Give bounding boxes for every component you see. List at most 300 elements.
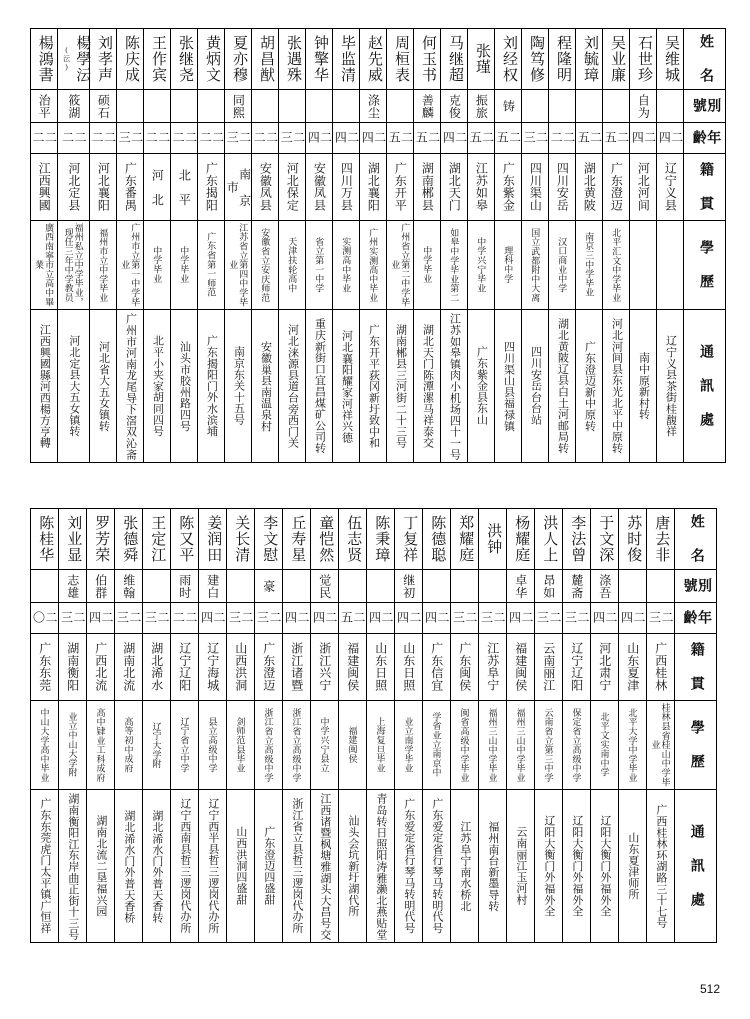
cell-text: 二四 [306,131,333,145]
cell-text: 江苏阜宁 [485,642,500,692]
cell-education [414,221,441,310]
cell-address [423,790,451,943]
cell-text: 省立第一中学 [314,237,325,293]
cell-text: 治平 [37,93,52,119]
cell-text: 二五 [339,611,366,625]
cell-text: 湖北天门 [447,162,462,212]
cell-address [603,310,630,463]
cell-alias [31,570,59,603]
cell-native [522,154,549,221]
cell-text: 河北定县 [66,162,81,212]
cell-name [115,509,143,570]
cell-address [117,310,144,463]
cell-text: 二三 [59,611,86,625]
cell-text: 湖北浠水门外普天香桥 [122,809,135,923]
cell-text: 湖南郴县三河街二十三号 [394,323,407,449]
cell-name [333,29,360,90]
cell-text: 二四 [87,611,114,625]
cell-alias [563,570,591,603]
cell-text: 程隆明 [554,35,571,83]
cell-name [311,509,339,570]
cell-text: 河北定县大五女镇转 [67,335,80,437]
cell-native [387,154,414,221]
cell-education [59,701,87,790]
cell-address [360,310,387,463]
cell-text: 二四 [441,131,468,145]
cell-text: 自为 [636,93,651,119]
cell-age [255,603,283,634]
cell-text: 如皋中学毕业第二 [449,227,460,303]
cell-address [227,790,255,943]
cell-text: 二四 [591,611,618,625]
cell-text: 保定省立高级中学 [571,707,582,783]
cell-text: 广东省第一师范 [206,232,217,298]
cell-text: 剑师范县毕业 [235,717,246,773]
cell-age [549,123,576,154]
cell-education [367,701,395,790]
row-label-text: 學 歷 [688,719,704,771]
cell-text: 山东夏津 [625,642,640,692]
cell-alias [199,570,227,603]
cell-text: 何玉书 [419,35,436,83]
cell-text: 北 平 [177,168,192,206]
cell-text: 刘毓璋 [581,35,598,83]
row-label-text: 籍 貫 [688,641,704,693]
cell-text: 江苏如皋镇肉小机场四十一号 [448,312,461,460]
cell-text: 业立南学毕业 [403,717,414,773]
cell-text: 湖南衡阳江东岸曲正街十三号 [66,792,79,940]
cell-text: 二四 [507,611,534,625]
register-row-address [31,310,726,463]
cell-text: 二四 [619,611,646,625]
cell-text: 中学毕业 [422,246,433,284]
cell-text: 陶笃修 [527,35,544,83]
cell-text: 昂如 [541,573,556,599]
row-label-native [684,154,726,221]
cell-text: 石世珍 [635,35,652,83]
cell-text: 浙江诸暨 [289,642,304,692]
cell-text: 二五 [495,131,522,145]
cell-education [479,701,507,790]
cell-education [199,701,227,790]
cell-education [58,221,90,310]
cell-text: 浙江省立高级中学 [291,707,302,783]
cell-text: 四川万县 [339,162,354,212]
cell-address [311,790,339,943]
cell-alias [225,90,252,123]
cell-education [31,221,58,310]
cell-text: 广东澄迈新中原转 [583,340,596,432]
cell-text: 二四 [283,611,310,625]
cell-text: 李法曾 [569,515,586,563]
cell-alias [367,570,395,603]
cell-alias [603,90,630,123]
cell-text: 辽宁辽阳 [569,642,584,692]
cell-age [535,603,563,634]
cell-native [507,634,535,701]
cell-text: 安徽凤县 [312,162,327,212]
cell-address [252,310,279,463]
cell-address [198,310,225,463]
cell-text: 浙江兴宁 [317,642,332,692]
cell-name [423,509,451,570]
cell-education [507,701,535,790]
cell-text: 广东澄迈 [609,162,624,212]
cell-name [395,509,423,570]
cell-age [198,123,225,154]
cell-name [367,509,395,570]
cell-alias [90,90,117,123]
cell-age [199,603,227,634]
cell-text: 天津扶轮高中 [287,237,298,293]
cell-text: 福建闽侯 [347,726,358,764]
cell-native [647,634,675,701]
cell-native [171,634,199,701]
cell-text: 二四 [360,131,387,145]
cell-text: 广州市立第一中学毕业 [120,223,141,307]
cell-text: 山西洪洞 [233,642,248,692]
cell-address [339,790,367,943]
cell-alias [143,570,171,603]
cell-text: 上海复旦毕业 [375,717,386,773]
cell-text: 辽宁西半县哲三逻岗代办所 [206,798,219,934]
cell-name [495,29,522,90]
cell-address [495,310,522,463]
cell-text: 二三 [535,611,562,625]
row-label-alias [675,570,717,612]
cell-text: 二四 [333,131,360,145]
cell-text: 二二 [31,131,58,145]
cell-name [306,29,333,90]
cell-alias [451,570,479,603]
cell-text: 河北保定 [285,162,300,212]
cell-native [171,154,198,221]
cell-text: 二四 [630,131,657,145]
cell-education [144,221,171,310]
cell-alias [115,570,143,603]
cell-education [549,221,576,310]
row-label-name [675,509,717,570]
cell-text: 张遇殊 [284,35,301,83]
cell-name [279,29,306,90]
cell-native [115,634,143,701]
register-row-age [31,603,717,634]
cell-education [311,701,339,790]
cell-text: 楊鴻書 [36,35,53,83]
cell-education [647,701,675,790]
cell-age [31,123,58,154]
cell-address [468,310,495,463]
cell-text: 志雄 [65,573,80,599]
cell-text: 业立中山大学附 [67,712,78,778]
cell-address [171,310,198,463]
cell-text: 罗芳荣 [93,515,110,563]
cell-address [90,310,117,463]
cell-text: 湖南北流 [121,642,136,692]
cell-text: 卓华 [513,573,528,599]
cell-age [657,123,684,154]
cell-name [522,29,549,90]
cell-text: 刘经权 [500,35,517,83]
cell-alias [255,570,283,603]
cell-text: 浙江省立高级中学 [263,707,274,783]
cell-text: 中学兴宁县立 [319,717,330,773]
cell-text: 国立武都附中大离 [530,227,541,303]
register-row-native [31,154,726,221]
cell-education [441,221,468,310]
cell-education [90,221,117,310]
cell-address [630,310,657,463]
cell-text: 福州市立中学毕业 [98,227,109,303]
cell-name [31,29,58,90]
cell-text: 二四 [423,611,450,625]
cell-alias [549,90,576,123]
cell-name [199,509,227,570]
cell-text: 云南丽江 [541,642,556,692]
cell-age [591,603,619,634]
cell-text: 二五 [468,131,495,145]
row-label-text: 通 訊 處 [697,343,713,429]
cell-education [339,701,367,790]
cell-text: 建白 [205,573,220,599]
cell-name [479,509,507,570]
cell-text: 陈庆成 [122,35,139,83]
row-label-text: 籍 貫 [697,161,713,213]
cell-text: 二二 [171,611,198,625]
cell-address [395,790,423,943]
cell-name [387,29,414,90]
cell-age [468,123,495,154]
cell-text: 二三 [225,131,252,145]
cell-alias [252,90,279,123]
cell-text: 夏亦穆 [230,35,247,83]
cell-name [198,29,225,90]
cell-native [144,154,171,221]
row-label-text: 姓 名 [697,33,713,85]
cell-native [657,154,684,221]
cell-text: 二〇 [31,611,58,625]
cell-alias [306,90,333,123]
cell-native [225,154,252,221]
cell-text: 雨时 [177,573,192,599]
cell-text: 二四 [657,131,684,145]
cell-text: 唐去非 [653,515,670,563]
cell-native [395,634,423,701]
cell-text: 王定江 [149,515,166,563]
cell-age [647,603,675,634]
cell-text: 广东开平荻冈新圩致中和 [367,323,380,449]
cell-native [31,634,59,701]
cell-text: 二二 [171,131,198,145]
cell-name [603,29,630,90]
cell-text: 广东揭阳 [204,162,219,212]
cell-address [199,790,227,943]
cell-text: 汉口商业中学 [557,237,568,293]
register-row-alias [31,90,726,123]
cell-age [31,603,59,634]
cell-text: 陈桂华 [37,515,54,563]
cell-address [59,790,87,943]
cell-age [279,123,306,154]
cell-text: 福州私立中学毕业，现任三年中学教员 [63,223,84,307]
cell-name [468,29,495,90]
cell-education [117,221,144,310]
cell-text: 实测高中毕业 [341,237,352,293]
cell-text: 楊學沄(沄) [62,35,91,83]
cell-alias [479,570,507,603]
cell-text: 广东紫金县东山 [475,346,488,426]
cell-text: 振旅 [474,93,489,119]
cell-text: 二三 [522,131,549,145]
cell-age [117,123,144,154]
cell-age [333,123,360,154]
cell-text: 维翰 [121,573,136,599]
name-annotation: (沄) [62,46,71,72]
cell-text: 郑耀庭 [457,515,474,563]
cell-alias [31,90,58,123]
cell-text: 湖北浠水 [149,642,164,692]
cell-age [495,123,522,154]
cell-alias [171,90,198,123]
cell-education [225,221,252,310]
cell-native [252,154,279,221]
cell-name [171,29,198,90]
cell-name [657,29,684,90]
cell-text: 湖北黄陂 [582,162,597,212]
cell-text: 毕监清 [338,35,355,83]
cell-address [591,790,619,943]
cell-text: 二二 [198,131,225,145]
row-label-address [684,310,726,463]
cell-age [311,603,339,634]
cell-age [360,123,387,154]
register-row-education [31,221,726,310]
cell-text: 山东日照 [373,642,388,692]
cell-text: 广西北流 [93,642,108,692]
cell-alias [395,570,423,603]
cell-name [360,29,387,90]
cell-text: 辽阳大衡门外福外全 [570,815,583,917]
cell-text: 安徽巢县南温泉村 [259,340,272,432]
cell-native [479,634,507,701]
cell-name [59,509,87,570]
cell-text: 安徽凤县 [258,162,273,212]
cell-text: 江苏省立第四中学毕业 [228,223,249,307]
cell-native [591,634,619,701]
cell-text: 四川安岳台台站 [529,346,542,426]
cell-text: 辽宁省立中学 [179,717,190,773]
cell-text: 河北襄阳耀家河祥兴德 [340,329,353,443]
cell-age [58,123,90,154]
row-label-address [675,790,717,943]
cell-alias [283,570,311,603]
cell-address [87,790,115,943]
cell-alias [423,570,451,603]
cell-name [283,509,311,570]
cell-address [144,310,171,463]
cell-native [143,634,171,701]
cell-text: 二二 [549,131,576,145]
cell-text: 克俊 [447,93,462,119]
cell-name [58,29,90,90]
cell-text: 汕头会坑新圩湖代所 [346,815,359,917]
cell-address [451,790,479,943]
cell-text: 同熙 [231,93,246,119]
cell-text: 云南丽江玉河村 [514,826,527,906]
cell-education [603,221,630,310]
cell-native [279,154,306,221]
cell-native [451,634,479,701]
cell-alias [279,90,306,123]
row-label-text: 通 訊 處 [688,823,704,909]
cell-text: 童恺然 [317,515,334,563]
cell-text: 四川安岳 [555,162,570,212]
cell-text: 江苏阜宁南水桥北 [458,820,471,912]
cell-text: 河 北 [150,168,165,206]
row-label-alias [684,90,726,132]
cell-text: 二五 [603,131,630,145]
cell-text: 湖南郴县 [420,162,435,212]
cell-education [387,221,414,310]
cell-name [549,29,576,90]
cell-text: 辽阳大衡门外福外全 [542,815,555,917]
cell-native [441,154,468,221]
cell-native [306,154,333,221]
cell-address [115,790,143,943]
cell-text: 湖北浠水门外普天香转 [150,809,163,923]
cell-text: 学省业立南京中 [431,712,442,778]
cell-alias [227,570,255,603]
cell-text: 筱湖 [66,93,81,119]
cell-age [143,603,171,634]
cell-native [87,634,115,701]
cell-alias [657,90,684,123]
cell-text: 南京三中学毕业 [584,232,595,298]
cell-education [657,221,684,310]
cell-education [522,221,549,310]
cell-alias [591,570,619,603]
cell-age [576,123,603,154]
cell-text: 河北省大五女镇转 [97,340,110,432]
cell-text: 豪 [261,579,276,593]
register-table-bottom [30,508,717,943]
cell-text: 重庆新街口宜昌煤矿公司转 [313,318,326,454]
cell-text: 县立高级中学 [207,717,218,773]
cell-text: 吴维城 [662,35,679,83]
cell-text: 二三 [143,611,170,625]
cell-education [535,701,563,790]
cell-age [115,603,143,634]
cell-alias [360,90,387,123]
cell-text: 广西桂林环湖路三十七号 [654,803,667,929]
row-label-text: 年 齡 [681,609,712,644]
cell-text: 涤吾 [597,573,612,599]
cell-alias [495,90,522,123]
cell-text: 中学毕业 [179,246,190,284]
cell-text: 汕头市胶州路四号 [178,340,191,432]
cell-text: 辽宁西南县哲三逻岗代办所 [178,798,191,934]
cell-text: 湖北天门陈潭漯马祥泰交 [421,323,434,449]
cell-text: 二三 [115,611,142,625]
cell-alias [441,90,468,123]
cell-text: 辽阳大衡门外福外全 [598,815,611,917]
register-table-bottom-wrapper [30,508,717,943]
cell-alias [387,90,414,123]
cell-education [198,221,225,310]
cell-text: 辽宁义县茶街桂馥祥 [664,335,677,437]
cell-alias [522,90,549,123]
cell-text: 江西诸暨枫塘雅湖头大昌号交 [318,792,331,940]
